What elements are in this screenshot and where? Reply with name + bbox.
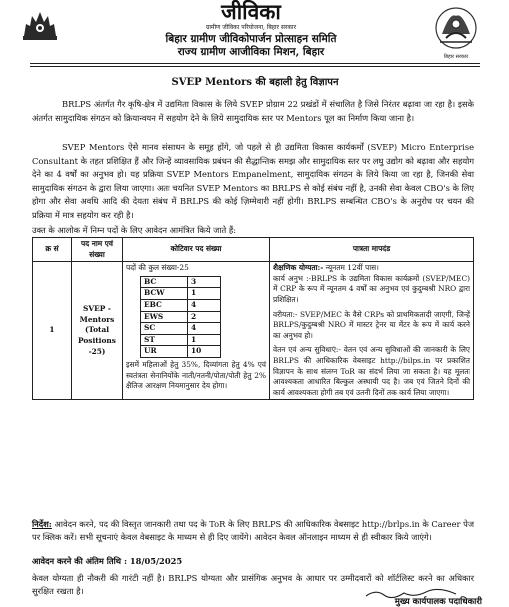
category-count: 1	[188, 334, 221, 346]
invitation-line: उक्त के आलोक में निम्न पदों के लिए आवेदन आमंत्रित किये जाते हैं:	[32, 225, 237, 235]
intro-paragraph: BRLPS अंतर्गत गैर कृषि-क्षेत्र में उद्यमिता विकास के लिये SVEP प्रोग्राम 22 प्रखंडों में संचालित है जिसे निरंतर बढ़ावा जा रहा है। इसके अंतर्गत सामुदायिक संगठन को क्रियान्वयन में सहयोग देने के लिये सामुदायिक स्तर पर Mentors पूल का निर्माण किया जाना है।	[32, 99, 474, 123]
right-logo-caption: बिहार सरकार	[443, 54, 469, 60]
description-paragraph: SVEP Mentors ऐसे मानव संसाधन के समूह होंगे, जो पहले से ही उद्यमिता विकास कार्यकर्मों (SVEP) Micro Enterprise Consultant के तहत प्रशिक्षित हैं और जिन्हें व्यावसायिक प्रबंधन की सैद्धान्तिक समझ और सामुदायिक स्तर पर लघु उद्योग को बढ़ावा और सहयोग देने का 4 वर्षों का अनुभव हो। यह प्रक्रिया SVEP Mentors Empanelment, सामुदायिक संगठन के लिये किया जा रहा है, जिनकी सेवा सामुदायिक संगठन के द्वारा लिया जाएगा। अतः चयनित SVEP Mentors का BRLPS से कोई संबंध नहीं है, उनकी सेवा केवल CBO's के लिए होगा और सेवा अवधि आदि की देयता संबंध में BRLPS की कोई ज़िम्मेवारी नहीं होगी। BRLPS सम्बन्धित CBO's के अनुरोध पर चयन की प्रक्रिया में मात्र सहयोग कर रही है।	[32, 142, 474, 220]
header-divider-2	[30, 66, 480, 67]
education-line	[273, 263, 470, 274]
signatory-block	[262, 597, 482, 607]
serial-cell: 1	[33, 262, 72, 400]
last-date: आवेदन करने की अंतिम तिथि : 18/05/2025	[32, 556, 183, 566]
category-name: SC	[141, 323, 188, 335]
category-row	[141, 276, 221, 288]
category-name: BC	[141, 276, 188, 288]
brand-name: जीविका	[221, 0, 281, 24]
header-serial: क्र सं	[33, 238, 72, 262]
category-row	[141, 311, 221, 323]
table-header-row	[33, 238, 474, 262]
advertisement-title: SVEP Mentors की बहाली हेतु विज्ञापन	[171, 77, 339, 88]
brand-subtitle: ग्रामीण जीविका परियोजना, बिहार सरकार	[205, 24, 297, 31]
category-cell	[123, 262, 270, 400]
instructions-text: आवेदन करने, पद की विस्तृत जानकारी तथा पद के ToR के लिए BRLPS की आधिकारिक वेबसाइट http://brlps.in के Career पेज पर क्लिक करें। सभी सूचनाएं केवल वेबसाइट के माध्यम से ही दिए जायेंगे। आवेदन केवल ऑनलाइन माध्यम से ही स्वीकार किये जाएंगे।	[32, 519, 474, 542]
category-table	[140, 276, 221, 358]
header-eligibility: पात्रता मापदंड	[270, 238, 474, 262]
vacancy-table	[32, 237, 474, 400]
instructions-paragraph	[32, 518, 474, 543]
category-count: 3	[188, 276, 221, 288]
category-name: UR	[141, 346, 188, 358]
disclaimer-paragraph: केवल योग्यता ही नौकरी की गारंटी नहीं है। BRLPS योग्यता और प्रासंगिक अनुभव के आधार पर उम्मीदवारों को शॉर्टलिस्ट करने का अधिकार सुरक्षित रखता है।	[32, 573, 474, 596]
category-count: 4	[188, 323, 221, 335]
category-name: ST	[141, 334, 188, 346]
category-row	[141, 334, 221, 346]
pay-text: वेतन एवं अन्य सुविधाएं:- वेतन एवं अन्य सुविधाओं की जानकारी के लिए BRLPS की आधिकारिक वेबसाइट http://bilps.in पर प्रकाशित विज्ञापन के साथ संलग्न ToR का संदर्भ लिया जा सकता है। यह मूलतः आवश्यकता आधारित बिल्कुल अस्थायी पद है। जब एवं जितने दिनों की कार्य आवश्यकता होगी तब एवं उतनी दिनों तक कार्य लिया जाएगा।	[273, 345, 470, 397]
header-post: पद नाम एवं संख्या	[72, 238, 123, 262]
total-posts-label: पदों की कुल संख्या-25	[126, 263, 189, 273]
organization-name: बिहार ग्रामीण जीविकोपार्जन प्रोत्साहन समिति	[165, 33, 337, 45]
category-name: BCW	[141, 288, 188, 300]
experience-text: कार्य अनुभ :-BRLPS के उद्यमिता विकास कार्यक्रमों (SVEP/MEC) में CRP के रूप में न्यूनतम 4 वर्षों का अनुभव एवं कुदुम्बश्री NRO द्वारा प्रशिक्षित।	[273, 273, 470, 304]
header-category-posts: कोटिवार पद संख्या	[123, 238, 270, 262]
table-row	[33, 262, 474, 400]
category-count: 2	[188, 311, 221, 323]
category-count: 1	[188, 288, 221, 300]
instructions-label: निर्देश:	[32, 519, 52, 529]
signatory-title: मुख्य कार्यपालक पदाधिकारी	[394, 597, 482, 607]
category-name: EBC	[141, 299, 188, 311]
education-label: शैक्षणिक योग्यता:-	[273, 263, 324, 273]
post-cell: SVEP - Mentors (Total Positions -25)	[72, 262, 123, 400]
preference-text: वरीयता:- SVEP/MEC के वैसे CRPs को प्राथमिकतादी जाएगी, जिन्हें BRLPS/कुदुम्बश्री NRO में मास्टर ट्रेनर या मेंटर के रूप में कार्य करने का अनुभव हो।	[273, 309, 470, 340]
mission-name: राज्य ग्रामीण आजीविका मिशन, बिहार	[177, 46, 325, 58]
eligibility-cell	[270, 262, 474, 400]
jeevika-logo-icon	[432, 4, 480, 54]
category-row	[141, 288, 221, 300]
category-row	[141, 323, 221, 335]
bihar-emblem-icon	[20, 6, 60, 44]
reservation-note: इसमें महिलाओं हेतु 35%, दिव्यांगता हेतु 4% एवं स्वतंत्रता सेनानियोंके नाती/नतनी/पोता/पोती हेतु 2% क्षैतिज आरक्षण नियमानुसार देय होगा।	[126, 359, 266, 391]
education-text: न्यूनतम 12वीं पास।	[325, 263, 379, 273]
category-count: 4	[188, 299, 221, 311]
category-count: 10	[188, 346, 221, 358]
category-row	[141, 346, 221, 358]
header-divider	[30, 63, 480, 64]
category-row	[141, 299, 221, 311]
category-name: EWS	[141, 311, 188, 323]
